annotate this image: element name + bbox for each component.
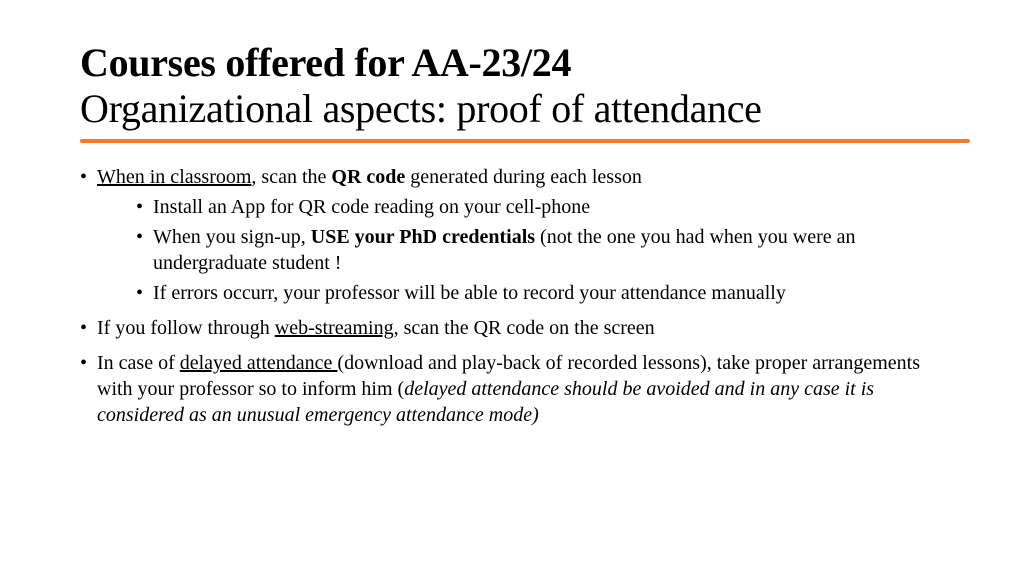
sub-bullet-text: When you sign-up, xyxy=(153,226,311,248)
title-block xyxy=(80,40,960,132)
bullet-dot: • xyxy=(136,196,144,218)
sub-bullet-list xyxy=(97,194,960,306)
bullet-text: (download and play-back of recorded lessons), take proper arrangements with your professor so to inform him ( xyxy=(97,352,920,400)
sub-bullet-text: Install an App for QR code reading on your cell-phone xyxy=(153,196,591,218)
phd-credentials-bold: USE your PhD credentials xyxy=(310,226,536,248)
qr-code-bold: QR code xyxy=(331,166,406,188)
bullet-web-streaming xyxy=(80,315,960,341)
sub-bullet-errors xyxy=(136,280,960,306)
bullet-text: If you follow through xyxy=(97,317,275,339)
bullet-dot: • xyxy=(136,226,144,248)
bullet-text: generated during each lesson xyxy=(405,166,642,188)
bullet-delayed-attendance xyxy=(80,350,960,428)
bullet-dot: • xyxy=(80,352,88,374)
sub-bullet-sign-up xyxy=(136,224,960,276)
bullet-dot: • xyxy=(136,282,144,304)
bullet-dot: • xyxy=(80,166,88,188)
bullet-dot: • xyxy=(80,317,88,339)
web-streaming-link-text: web-streaming xyxy=(274,317,394,339)
bullet-classroom xyxy=(80,164,960,306)
slide-subtitle: Organizational aspects: proof of attendance xyxy=(80,86,762,131)
delayed-attendance-link-text: delayed attendance xyxy=(179,352,338,374)
classroom-link-text: When in classroom xyxy=(97,166,252,188)
bullet-text: , scan the xyxy=(251,166,332,188)
sub-bullet-install-app xyxy=(136,194,960,220)
title-underline xyxy=(80,139,970,143)
bullet-list xyxy=(80,164,960,437)
delayed-attendance-italic-note: delayed attendance should be avoided and in any case it is considered as an unusual emergency attendance mode) xyxy=(97,378,875,426)
bullet-text: , scan the QR code on the screen xyxy=(393,317,655,339)
sub-bullet-text: (not the one you had when you were an undergraduate student ! xyxy=(153,226,856,274)
sub-bullet-text: If errors occurr, your professor will be able to record your attendance manually xyxy=(153,282,786,304)
bullet-text: In case of xyxy=(97,352,180,374)
slide-title: Courses offered for AA-23/24 xyxy=(80,40,572,85)
